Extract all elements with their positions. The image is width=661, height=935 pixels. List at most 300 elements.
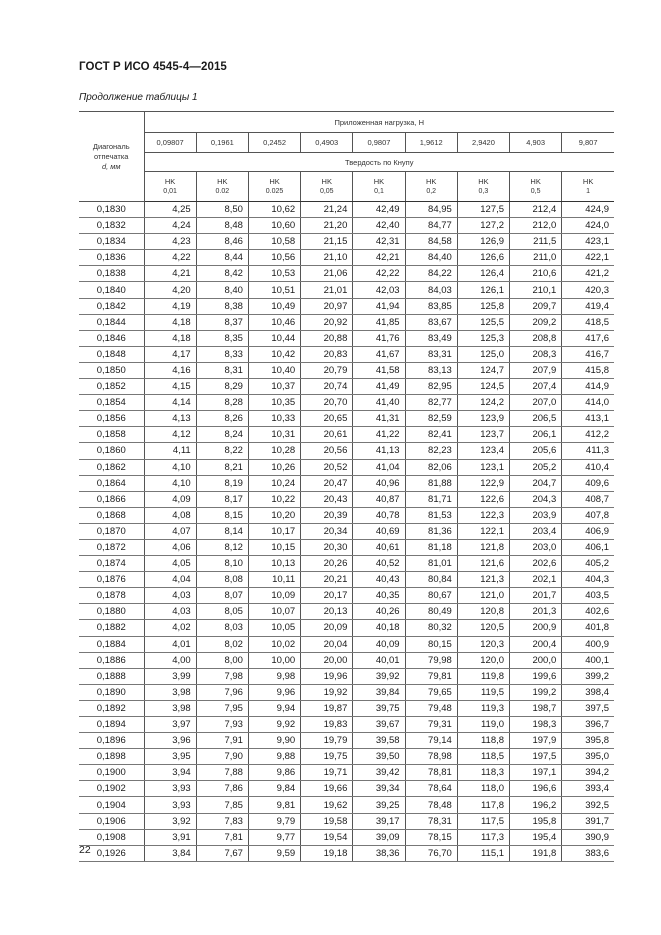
hardness-cell: 42,21 (353, 250, 405, 266)
diagonal-cell: 0,1846 (79, 330, 144, 346)
hardness-cell: 20,97 (301, 298, 353, 314)
diagonal-cell: 0,1894 (79, 717, 144, 733)
hardness-cell: 208,3 (510, 346, 562, 362)
hardness-cell: 122,3 (457, 507, 509, 523)
hardness-cell: 206,5 (510, 411, 562, 427)
diagonal-cell: 0,1866 (79, 491, 144, 507)
hardness-cell: 203,0 (510, 539, 562, 555)
hardness-cell: 4,23 (144, 234, 196, 250)
diagonal-cell: 0,1900 (79, 765, 144, 781)
diagonal-cell: 0,1850 (79, 362, 144, 378)
hardness-cell: 82,06 (405, 459, 457, 475)
hardness-cell: 127,2 (457, 218, 509, 234)
hardness-cell: 118,0 (457, 781, 509, 797)
hardness-cell: 20,74 (301, 379, 353, 395)
hardness-cell: 3,99 (144, 668, 196, 684)
hardness-header: Твердость по Кнупу (144, 153, 614, 172)
hardness-cell: 7,98 (196, 668, 248, 684)
hardness-cell: 9,92 (248, 717, 300, 733)
hardness-cell: 120,0 (457, 652, 509, 668)
hardness-cell: 3,98 (144, 700, 196, 716)
hardness-cell: 80,49 (405, 604, 457, 620)
hardness-cell: 81,71 (405, 491, 457, 507)
hardness-cell: 412,2 (562, 427, 614, 443)
hardness-cell: 383,6 (562, 845, 614, 861)
hardness-cell: 210,6 (510, 266, 562, 282)
hardness-cell: 119,3 (457, 700, 509, 716)
hardness-cell: 21,15 (301, 234, 353, 250)
hardness-cell: 82,77 (405, 395, 457, 411)
hardness-cell: 19,58 (301, 813, 353, 829)
diagonal-cell: 0,1830 (79, 202, 144, 218)
hardness-cell: 19,83 (301, 717, 353, 733)
hardness-cell: 118,8 (457, 733, 509, 749)
hardness-cell: 8,42 (196, 266, 248, 282)
diagonal-header-line1: Диагональ (92, 141, 130, 151)
diagonal-cell: 0,1852 (79, 379, 144, 395)
hardness-cell: 4,03 (144, 604, 196, 620)
hardness-cell: 8,22 (196, 443, 248, 459)
hardness-cell: 82,41 (405, 427, 457, 443)
hardness-cell: 19,71 (301, 765, 353, 781)
table-row (79, 523, 614, 539)
hk-scale: 0,01 (163, 187, 177, 195)
diagonal-cell: 0,1838 (79, 266, 144, 282)
hardness-cell: 124,5 (457, 379, 509, 395)
hardness-cell: 41,13 (353, 443, 405, 459)
hardness-cell: 402,6 (562, 604, 614, 620)
hardness-cell: 395,8 (562, 733, 614, 749)
hk-label: HK (164, 176, 176, 186)
diagonal-cell: 0,1904 (79, 797, 144, 813)
hardness-cell: 84,03 (405, 282, 457, 298)
hardness-cell: 7,96 (196, 684, 248, 700)
hardness-cell: 4,09 (144, 491, 196, 507)
hardness-cell: 123,7 (457, 427, 509, 443)
hardness-cell: 201,3 (510, 604, 562, 620)
diagonal-cell: 0,1882 (79, 620, 144, 636)
hardness-cell: 199,2 (510, 684, 562, 700)
hardness-cell: 7,86 (196, 781, 248, 797)
table-row (79, 604, 614, 620)
load-value: 1,9612 (405, 133, 457, 153)
hardness-cell: 10,09 (248, 588, 300, 604)
hardness-cell: 40,18 (353, 620, 405, 636)
hardness-cell: 40,87 (353, 491, 405, 507)
hardness-cell: 84,58 (405, 234, 457, 250)
diagonal-cell: 0,1880 (79, 604, 144, 620)
table-row (79, 250, 614, 266)
hardness-cell: 122,6 (457, 491, 509, 507)
hardness-cell: 76,70 (405, 845, 457, 861)
table-row (79, 507, 614, 523)
diagonal-cell: 0,1842 (79, 298, 144, 314)
table-row (79, 202, 614, 218)
hardness-cell: 81,53 (405, 507, 457, 523)
hardness-cell: 78,81 (405, 765, 457, 781)
hk-label: HK (269, 176, 280, 186)
diagonal-cell: 0,1870 (79, 523, 144, 539)
hardness-cell: 7,85 (196, 797, 248, 813)
hk-label: HK (530, 176, 541, 186)
hardness-cell: 10,11 (248, 572, 300, 588)
hardness-cell: 4,12 (144, 427, 196, 443)
hardness-cell: 207,9 (510, 362, 562, 378)
hardness-cell: 42,03 (353, 282, 405, 298)
table-row (79, 717, 614, 733)
table-row (79, 620, 614, 636)
hardness-cell: 10,53 (248, 266, 300, 282)
hardness-cell: 8,03 (196, 620, 248, 636)
hardness-cell: 39,58 (353, 733, 405, 749)
hardness-cell: 9,59 (248, 845, 300, 861)
table-row (79, 314, 614, 330)
table-row (79, 539, 614, 555)
hardness-cell: 207,4 (510, 379, 562, 395)
hardness-cell: 10,37 (248, 379, 300, 395)
hk-label: HK (478, 176, 489, 186)
hardness-cell: 123,9 (457, 411, 509, 427)
table-row (79, 813, 614, 829)
hk-scale-header (144, 172, 196, 202)
hardness-cell: 406,1 (562, 539, 614, 555)
diagonal-cell: 0,1888 (79, 668, 144, 684)
hardness-cell: 424,9 (562, 202, 614, 218)
diagonal-column-header (79, 112, 144, 202)
hardness-cell: 10,28 (248, 443, 300, 459)
hardness-cell: 209,2 (510, 314, 562, 330)
hardness-cell: 40,35 (353, 588, 405, 604)
hardness-cell: 39,75 (353, 700, 405, 716)
hk-scale: 0,2 (426, 187, 437, 195)
hardness-cell: 42,31 (353, 234, 405, 250)
hardness-cell: 42,22 (353, 266, 405, 282)
hk-label: HK (582, 176, 594, 186)
hk-scale-header (196, 172, 248, 202)
hardness-cell: 119,0 (457, 717, 509, 733)
hardness-cell: 3,93 (144, 781, 196, 797)
hk-scale-header (405, 172, 457, 202)
hardness-cell: 41,49 (353, 379, 405, 395)
hardness-cell: 8,05 (196, 604, 248, 620)
hardness-cell: 40,61 (353, 539, 405, 555)
hardness-cell: 83,31 (405, 346, 457, 362)
hardness-cell: 10,20 (248, 507, 300, 523)
hardness-cell: 125,5 (457, 314, 509, 330)
hardness-cell: 124,7 (457, 362, 509, 378)
hardness-cell: 211,0 (510, 250, 562, 266)
hardness-cell: 117,3 (457, 829, 509, 845)
hardness-cell: 8,24 (196, 427, 248, 443)
hardness-cell: 20,88 (301, 330, 353, 346)
load-value: 4,903 (510, 133, 562, 153)
hardness-cell: 400,9 (562, 636, 614, 652)
hardness-cell: 7,93 (196, 717, 248, 733)
hardness-cell: 41,04 (353, 459, 405, 475)
hardness-cell: 4,20 (144, 282, 196, 298)
hardness-cell: 404,3 (562, 572, 614, 588)
table-row (79, 411, 614, 427)
hardness-cell: 10,60 (248, 218, 300, 234)
hardness-cell: 8,37 (196, 314, 248, 330)
hardness-cell: 81,36 (405, 523, 457, 539)
hk-scales-row (79, 172, 614, 202)
table-row (79, 298, 614, 314)
hardness-cell: 84,95 (405, 202, 457, 218)
hardness-cell: 4,22 (144, 250, 196, 266)
hardness-cell: 10,42 (248, 346, 300, 362)
hardness-cell: 200,0 (510, 652, 562, 668)
table-row (79, 234, 614, 250)
hardness-cell: 19,75 (301, 749, 353, 765)
hardness-cell: 39,25 (353, 797, 405, 813)
hardness-cell: 421,2 (562, 266, 614, 282)
hardness-cell: 40,26 (353, 604, 405, 620)
hardness-cell: 20,92 (301, 314, 353, 330)
hardness-cell: 408,7 (562, 491, 614, 507)
load-value: 0,2452 (248, 133, 300, 153)
hardness-cell: 9,79 (248, 813, 300, 829)
hardness-cell: 10,13 (248, 556, 300, 572)
hardness-cell: 8,21 (196, 459, 248, 475)
load-value: 0,9807 (353, 133, 405, 153)
hardness-cell: 79,14 (405, 733, 457, 749)
table-row (79, 362, 614, 378)
hardness-cell: 8,46 (196, 234, 248, 250)
hardness-cell: 19,96 (301, 668, 353, 684)
hardness-cell: 3,97 (144, 717, 196, 733)
hardness-cell: 20,30 (301, 539, 353, 555)
hardness-cell: 20,56 (301, 443, 353, 459)
hardness-cell: 40,52 (353, 556, 405, 572)
table-row (79, 395, 614, 411)
hardness-cell: 10,33 (248, 411, 300, 427)
hardness-cell: 418,5 (562, 314, 614, 330)
hardness-cell: 78,64 (405, 781, 457, 797)
hardness-cell: 391,7 (562, 813, 614, 829)
hardness-cell: 8,50 (196, 202, 248, 218)
hardness-cell: 10,17 (248, 523, 300, 539)
hk-label: HK (425, 176, 437, 186)
table-header (79, 112, 614, 202)
hardness-cell: 424,0 (562, 218, 614, 234)
hardness-cell: 78,15 (405, 829, 457, 845)
hardness-cell: 422,1 (562, 250, 614, 266)
hardness-cell: 403,5 (562, 588, 614, 604)
hardness-cell: 8,29 (196, 379, 248, 395)
hardness-cell: 83,49 (405, 330, 457, 346)
hardness-cell: 126,4 (457, 266, 509, 282)
hardness-cell: 9,86 (248, 765, 300, 781)
hardness-cell: 3,98 (144, 684, 196, 700)
hardness-cell: 78,98 (405, 749, 457, 765)
hardness-cell: 392,5 (562, 797, 614, 813)
hardness-cell: 10,51 (248, 282, 300, 298)
hardness-cell: 40,96 (353, 475, 405, 491)
hardness-cell: 10,56 (248, 250, 300, 266)
hardness-cell: 405,2 (562, 556, 614, 572)
hardness-cell: 120,3 (457, 636, 509, 652)
hardness-cell: 39,09 (353, 829, 405, 845)
hk-label: HK (217, 176, 228, 186)
hardness-cell: 115,1 (457, 845, 509, 861)
hardness-cell: 9,81 (248, 797, 300, 813)
table-body (79, 202, 614, 862)
hardness-cell: 8,07 (196, 588, 248, 604)
hardness-cell: 84,77 (405, 218, 457, 234)
hardness-cell: 7,95 (196, 700, 248, 716)
diagonal-cell: 0,1862 (79, 459, 144, 475)
hardness-cell: 40,43 (353, 572, 405, 588)
hardness-cell: 399,2 (562, 668, 614, 684)
hardness-cell: 20,39 (301, 507, 353, 523)
hardness-cell: 20,09 (301, 620, 353, 636)
hardness-cell: 8,48 (196, 218, 248, 234)
hardness-cell: 8,08 (196, 572, 248, 588)
table-row (79, 765, 614, 781)
diagonal-cell: 0,1884 (79, 636, 144, 652)
hardness-cell: 121,0 (457, 588, 509, 604)
load-value: 9,807 (562, 133, 614, 153)
hardness-cell: 4,10 (144, 475, 196, 491)
table-row (79, 346, 614, 362)
hardness-cell: 9,90 (248, 733, 300, 749)
hardness-cell: 41,58 (353, 362, 405, 378)
hardness-cell: 203,4 (510, 523, 562, 539)
hardness-cell: 21,24 (301, 202, 353, 218)
hardness-cell: 10,05 (248, 620, 300, 636)
hardness-cell: 126,9 (457, 234, 509, 250)
hardness-cell: 124,2 (457, 395, 509, 411)
table-row (79, 427, 614, 443)
diagonal-cell: 0,1868 (79, 507, 144, 523)
hardness-cell: 10,24 (248, 475, 300, 491)
load-value: 2,9420 (457, 133, 509, 153)
hardness-cell: 7,90 (196, 749, 248, 765)
hardness-cell: 8,44 (196, 250, 248, 266)
hardness-cell: 409,6 (562, 475, 614, 491)
hk-scale-header (353, 172, 405, 202)
table-row (79, 781, 614, 797)
hardness-cell: 410,4 (562, 459, 614, 475)
hardness-cell: 21,20 (301, 218, 353, 234)
hardness-cell: 40,01 (353, 652, 405, 668)
hardness-cell: 203,9 (510, 507, 562, 523)
hardness-cell: 10,26 (248, 459, 300, 475)
hardness-cell: 3,92 (144, 813, 196, 829)
diagonal-cell: 0,1908 (79, 829, 144, 845)
diagonal-cell: 0,1876 (79, 572, 144, 588)
diagonal-cell: 0,1890 (79, 684, 144, 700)
table-row (79, 588, 614, 604)
hardness-cell: 196,6 (510, 781, 562, 797)
diagonal-cell: 0,1898 (79, 749, 144, 765)
hardness-cell: 205,6 (510, 443, 562, 459)
hk-scale-header (457, 172, 509, 202)
table-row (79, 829, 614, 845)
hardness-cell: 9,88 (248, 749, 300, 765)
hardness-cell: 122,9 (457, 475, 509, 491)
hardness-cell: 20,21 (301, 572, 353, 588)
hardness-cell: 118,5 (457, 749, 509, 765)
table-row (79, 266, 614, 282)
hardness-cell: 117,8 (457, 797, 509, 813)
hardness-cell: 4,18 (144, 314, 196, 330)
hardness-cell: 415,8 (562, 362, 614, 378)
hardness-cell: 413,1 (562, 411, 614, 427)
hardness-cell: 10,22 (248, 491, 300, 507)
hardness-cell: 414,0 (562, 395, 614, 411)
hardness-cell: 8,19 (196, 475, 248, 491)
hardness-cell: 119,5 (457, 684, 509, 700)
hardness-cell: 4,05 (144, 556, 196, 572)
hardness-cell: 9,77 (248, 829, 300, 845)
hardness-cell: 198,3 (510, 717, 562, 733)
hardness-cell: 199,6 (510, 668, 562, 684)
hardness-cell: 401,8 (562, 620, 614, 636)
hardness-cell: 126,6 (457, 250, 509, 266)
hardness-cell: 416,7 (562, 346, 614, 362)
hardness-cell: 40,78 (353, 507, 405, 523)
hardness-cell: 41,22 (353, 427, 405, 443)
hardness-cell: 191,8 (510, 845, 562, 861)
hardness-cell: 41,67 (353, 346, 405, 362)
table-row (79, 684, 614, 700)
hardness-cell: 8,17 (196, 491, 248, 507)
hardness-cell: 9,96 (248, 684, 300, 700)
diagonal-cell: 0,1872 (79, 539, 144, 555)
hardness-cell: 8,40 (196, 282, 248, 298)
hardness-cell: 80,15 (405, 636, 457, 652)
diagonal-cell: 0,1906 (79, 813, 144, 829)
hardness-cell: 21,01 (301, 282, 353, 298)
hardness-cell: 4,25 (144, 202, 196, 218)
hardness-cell: 78,48 (405, 797, 457, 813)
hardness-cell: 406,9 (562, 523, 614, 539)
hardness-cell: 400,1 (562, 652, 614, 668)
hardness-cell: 200,4 (510, 636, 562, 652)
hardness-cell: 207,0 (510, 395, 562, 411)
hardness-cell: 8,02 (196, 636, 248, 652)
hardness-cell: 4,16 (144, 362, 196, 378)
hardness-cell: 196,2 (510, 797, 562, 813)
hk-scale: 0,3 (478, 187, 489, 195)
hardness-cell: 8,00 (196, 652, 248, 668)
table-row (79, 218, 614, 234)
standard-title: ГОСТ Р ИСО 4545-4—2015 (79, 61, 227, 73)
loads-row (79, 133, 614, 153)
hardness-cell: 79,81 (405, 668, 457, 684)
hk-scale: 0,5 (530, 187, 541, 195)
hardness-cell: 19,18 (301, 845, 353, 861)
hardness-cell: 20,43 (301, 491, 353, 507)
load-header: Приложенная нагрузка, Н (144, 112, 614, 133)
hk-scale: 0.025 (265, 187, 284, 195)
hardness-cell: 125,0 (457, 346, 509, 362)
hardness-cell: 79,98 (405, 652, 457, 668)
diagonal-header-line3: d, мм (101, 161, 121, 171)
hardness-cell: 79,65 (405, 684, 457, 700)
hardness-cell: 3,93 (144, 797, 196, 813)
hardness-cell: 8,35 (196, 330, 248, 346)
hardness-cell: 195,8 (510, 813, 562, 829)
hardness-cell: 20,13 (301, 604, 353, 620)
hardness-cell: 121,3 (457, 572, 509, 588)
hardness-cell: 8,33 (196, 346, 248, 362)
hardness-cell: 10,40 (248, 362, 300, 378)
diagonal-cell: 0,1836 (79, 250, 144, 266)
hardness-cell: 3,94 (144, 765, 196, 781)
